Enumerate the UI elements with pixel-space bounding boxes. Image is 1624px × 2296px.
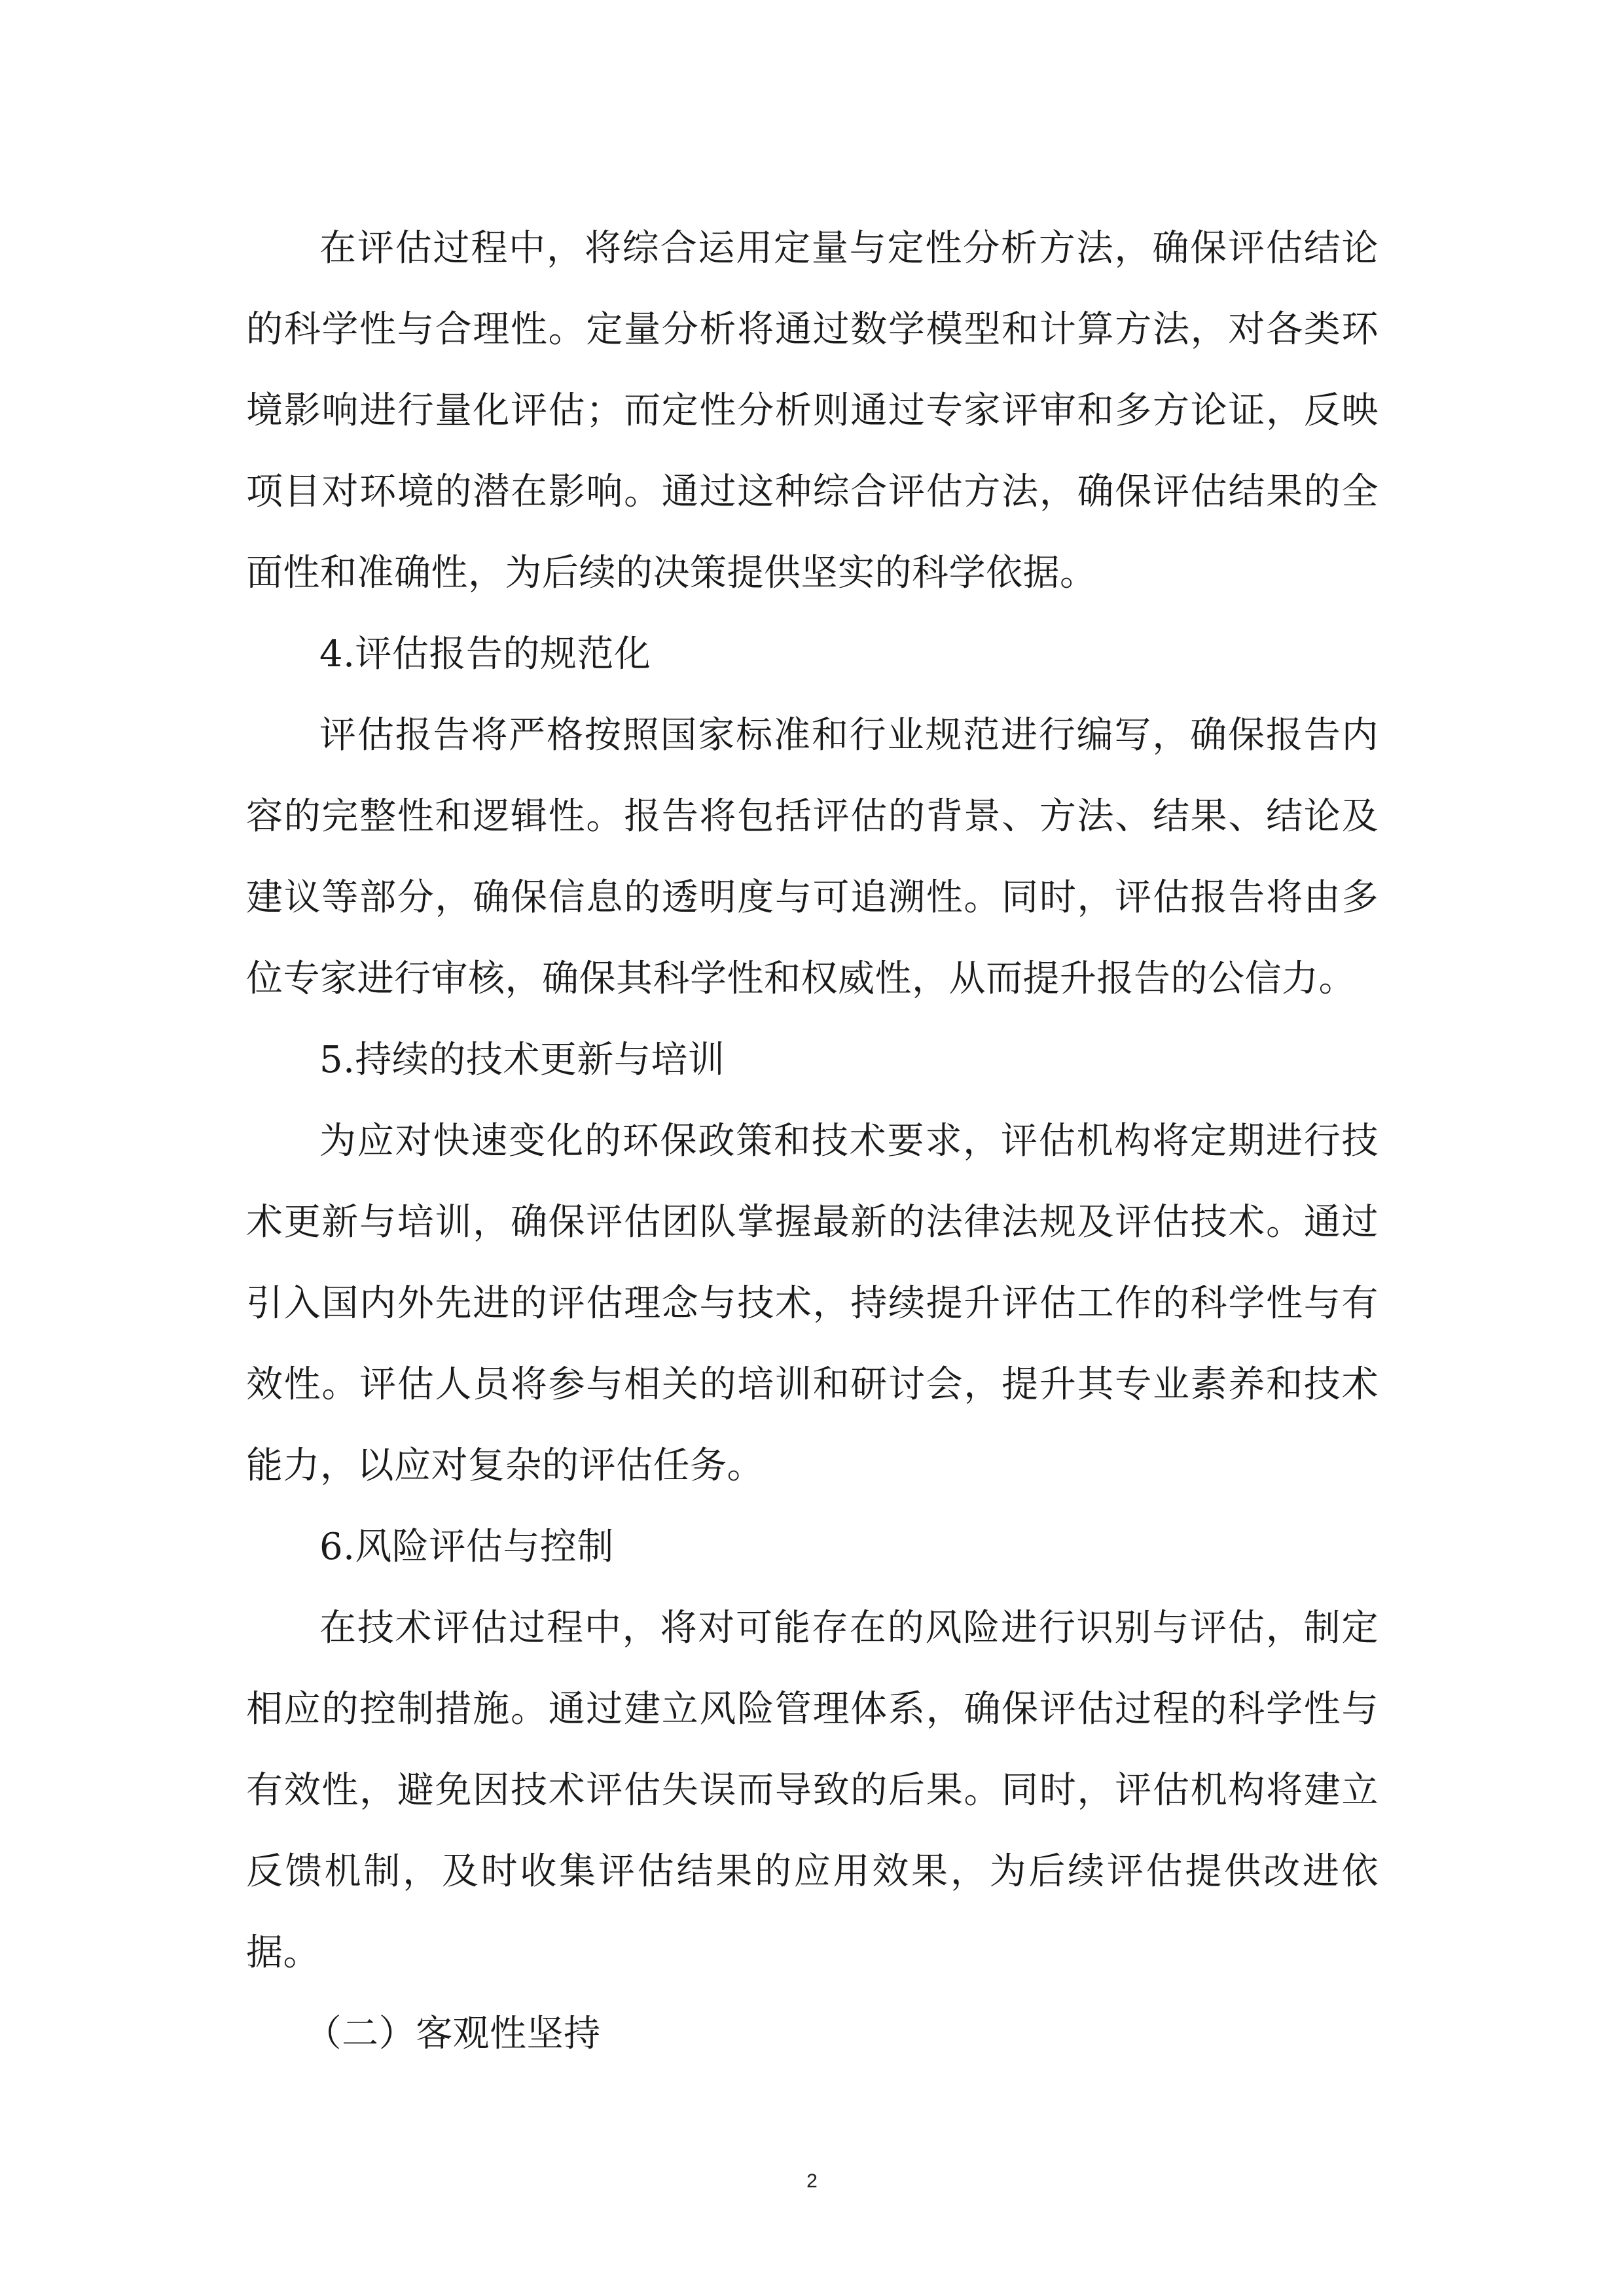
page-body bbox=[246, 208, 1379, 2075]
paragraph-risk-assessment: 在技术评估过程中，将对可能存在的风险进行识别与评估，制定相应的控制措施。通过建立风险管理体系，确保评估过程的科学性与有效性，避免因技术评估失误而导致的后果。同时，评估机构将建立反馈机制，及时收集评估结果的应用效果，为后续评估提供改进依据。 bbox=[246, 1607, 1379, 1974]
paragraph-report-standardization: 评估报告将严格按照国家标准和行业规范进行编写，确保报告内容的完整性和逻辑性。报告将包括评估的背景、方法、结果、结论及建议等部分，确保信息的透明度与可追溯性。同时，评估报告将由多位专家进行审核，确保其科学性和权威性，从而提升报告的公信力。 bbox=[246, 714, 1379, 1000]
heading-risk-assessment: 6.风险评估与控制 bbox=[319, 1526, 614, 1568]
page-number: 2 bbox=[806, 2170, 818, 2192]
paragraph-evaluation-methods: 在评估过程中，将综合运用定量与定性分析方法，确保评估结论的科学性与合理性。定量分析将通过数学模型和计算方法，对各类环境影响进行量化评估；而定性分析则通过专家评审和多方论证，反映项目对环境的潜在影响。通过这种综合评估方法，确保评估结果的全面性和准确性，为后续的决策提供坚实的科学依据。 bbox=[246, 227, 1379, 594]
heading-tech-update-training: 5.持续的技术更新与培训 bbox=[319, 1039, 725, 1081]
heading-report-standardization: 4.评估报告的规范化 bbox=[319, 633, 651, 675]
section-heading-objectivity: （二）客观性坚持 bbox=[304, 2013, 601, 2055]
paragraph-tech-update-training: 为应对快速变化的环保政策和技术要求，评估机构将定期进行技术更新与培训，确保评估团队掌握最新的法律法规及评估技术。通过引入国内外先进的评估理念与技术，持续提升评估工作的科学性与有效性。评估人员将参与相关的培训和研讨会，提升其专业素养和技术能力，以应对复杂的评估任务。 bbox=[246, 1120, 1379, 1487]
